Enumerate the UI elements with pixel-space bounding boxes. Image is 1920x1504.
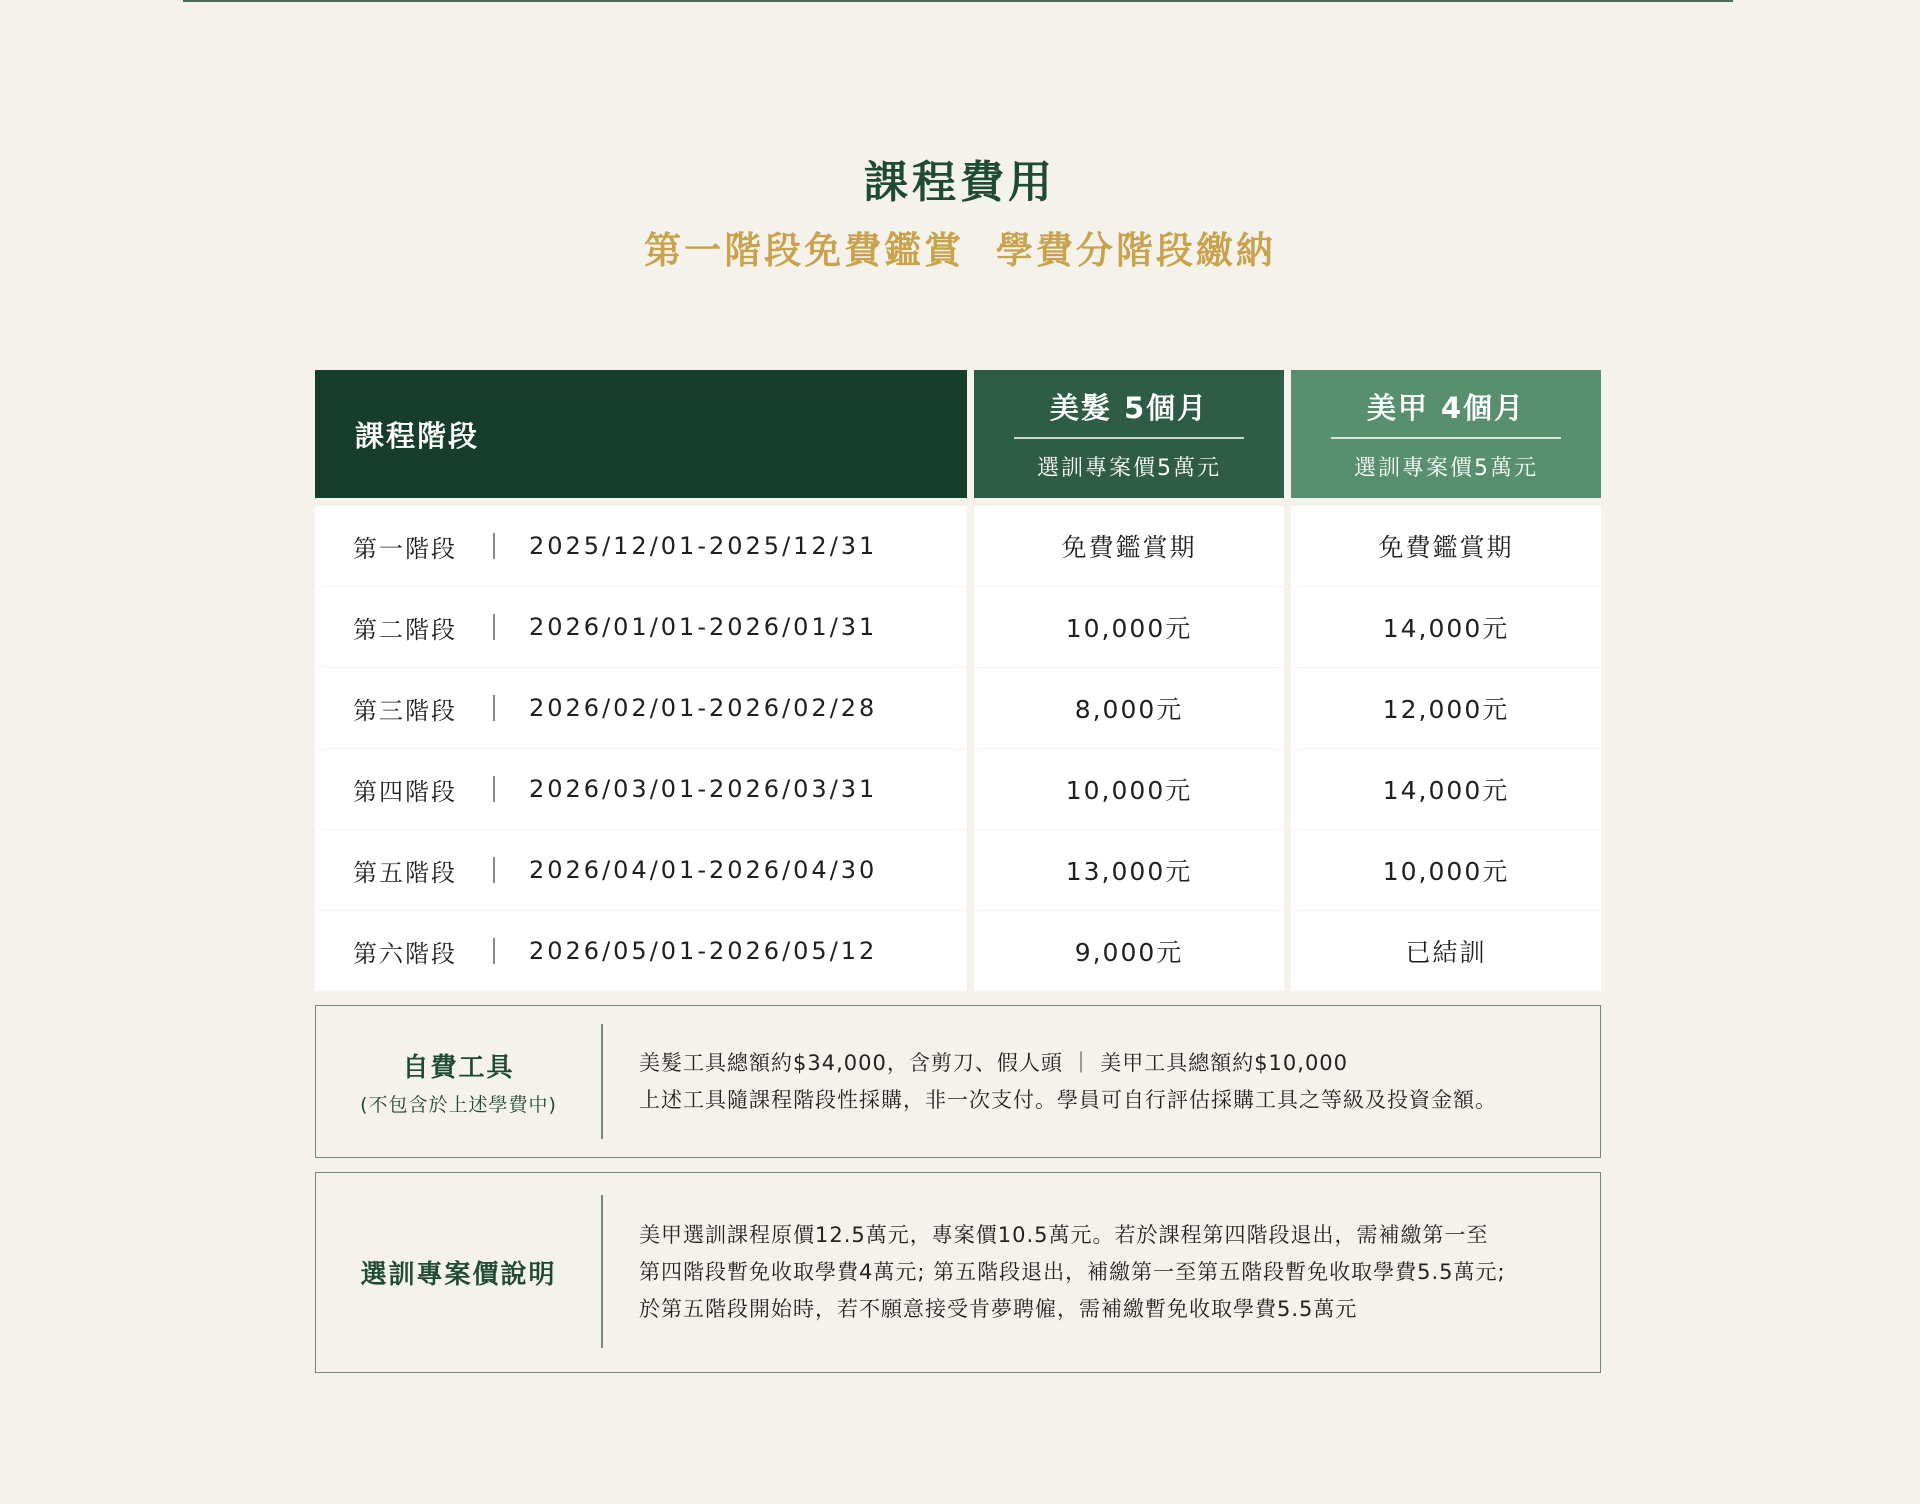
plan-name: 美髮 5個月 — [1049, 391, 1209, 425]
hair-fee-cell — [974, 830, 1284, 910]
table-row — [315, 749, 1601, 829]
special-price-notes-box — [315, 1172, 1601, 1373]
nail-fee: 免費鑑賞期 — [1378, 533, 1514, 562]
stage-cell — [315, 830, 967, 910]
hair-fee-cell — [974, 587, 1284, 667]
header-plan-hair — [974, 370, 1284, 498]
table-row — [315, 668, 1601, 748]
hair-fee: 9,000元 — [1074, 938, 1184, 967]
nail-fee: 14,000元 — [1382, 614, 1510, 643]
notes-label-block — [316, 1173, 601, 1372]
table-row — [315, 911, 1601, 991]
tools-line: 上述工具隨課程階段性採購，非一次支付。學員可自行評估採購工具之等級及投資金額。 — [639, 1087, 1497, 1112]
nail-fee-cell — [1291, 911, 1601, 991]
stage-dates: 2026/03/01-2026/03/31 — [529, 775, 878, 803]
hair-fee: 10,000元 — [1065, 776, 1193, 805]
plan-price: 選訓專案價5萬元 — [1037, 456, 1221, 481]
stage-separator — [493, 614, 495, 640]
tools-line: 美髮工具總額約$34,000，含剪刀、假人頭 ｜ 美甲工具總額約$10,000 — [639, 1050, 1349, 1075]
notes-description — [603, 1173, 1600, 1372]
tools-description — [603, 1006, 1600, 1157]
tools-label-block — [316, 1006, 601, 1157]
hair-fee: 8,000元 — [1074, 695, 1184, 724]
stage-dates: 2026/04/01-2026/04/30 — [529, 856, 878, 884]
hair-fee: 免費鑑賞期 — [1061, 533, 1197, 562]
table-row — [315, 506, 1601, 586]
hair-fee: 10,000元 — [1065, 614, 1193, 643]
hair-fee: 13,000元 — [1065, 857, 1193, 886]
stage-cell — [315, 587, 967, 667]
header-stage-column: 課程階段 — [315, 370, 967, 498]
stage-label: 第六階段 — [353, 939, 457, 968]
hair-fee-cell — [974, 668, 1284, 748]
stage-dates: 2025/12/01-2025/12/31 — [529, 532, 878, 560]
table-row — [315, 830, 1601, 910]
nail-fee-cell — [1291, 587, 1601, 667]
stage-label: 第三階段 — [353, 696, 457, 725]
stage-cell — [315, 749, 967, 829]
table-header-row — [315, 370, 1601, 498]
stage-separator — [493, 857, 495, 883]
tools-sublabel: (不包含於上述學費中) — [360, 1093, 557, 1116]
header-plan-nail — [1291, 370, 1601, 498]
notes-line: 第四階段暫免收取學費4萬元; 第五階段退出，補繳第一至第五階段暫免收取學費5.5萬元; — [639, 1260, 1506, 1284]
stage-cell — [315, 911, 967, 991]
nail-fee-cell — [1291, 668, 1601, 748]
nail-fee: 14,000元 — [1382, 776, 1510, 805]
nail-fee-cell — [1291, 506, 1601, 586]
hair-fee-cell — [974, 506, 1284, 586]
stage-cell — [315, 506, 967, 586]
plan-price: 選訓專案價5萬元 — [1354, 456, 1538, 481]
fee-table — [315, 370, 1601, 992]
stage-cell — [315, 668, 967, 748]
stage-label: 第五階段 — [353, 858, 457, 887]
tools-label: 自費工具 — [402, 1052, 515, 1083]
nail-fee: 12,000元 — [1382, 695, 1510, 724]
nail-fee-cell — [1291, 830, 1601, 910]
top-divider — [183, 0, 1733, 2]
stage-label: 第一階段 — [353, 534, 457, 563]
nail-fee: 已結訓 — [1405, 938, 1487, 967]
notes-line: 於第五階段開始時，若不願意接受肯夢聘僱，需補繳暫免收取學費5.5萬元 — [639, 1297, 1358, 1321]
plan-name: 美甲 4個月 — [1366, 391, 1526, 425]
nail-fee: 10,000元 — [1382, 857, 1510, 886]
stage-separator — [493, 938, 495, 964]
stage-dates: 2026/05/01-2026/05/12 — [529, 937, 878, 965]
notes-line: 美甲選訓課程原價12.5萬元，專案價10.5萬元。若於課程第四階段退出，需補繳第一至 — [639, 1223, 1489, 1247]
stage-separator — [493, 776, 495, 802]
hair-fee-cell — [974, 749, 1284, 829]
hair-fee-cell — [974, 911, 1284, 991]
table-row — [315, 587, 1601, 667]
stage-label: 第四階段 — [353, 777, 457, 806]
page-title: 課程費用 — [864, 157, 1056, 208]
stage-dates: 2026/02/01-2026/02/28 — [529, 694, 878, 722]
stage-separator — [493, 533, 495, 559]
notes-label: 選訓專案價說明 — [360, 1260, 557, 1290]
nail-fee-cell — [1291, 749, 1601, 829]
page-subtitle: 第一階段免費鑑賞 學費分階段繳納 — [644, 229, 1276, 272]
self-paid-tools-box — [315, 1005, 1601, 1158]
stage-dates: 2026/01/01-2026/01/31 — [529, 613, 878, 641]
stage-separator — [493, 695, 495, 721]
stage-label: 第二階段 — [353, 615, 457, 644]
